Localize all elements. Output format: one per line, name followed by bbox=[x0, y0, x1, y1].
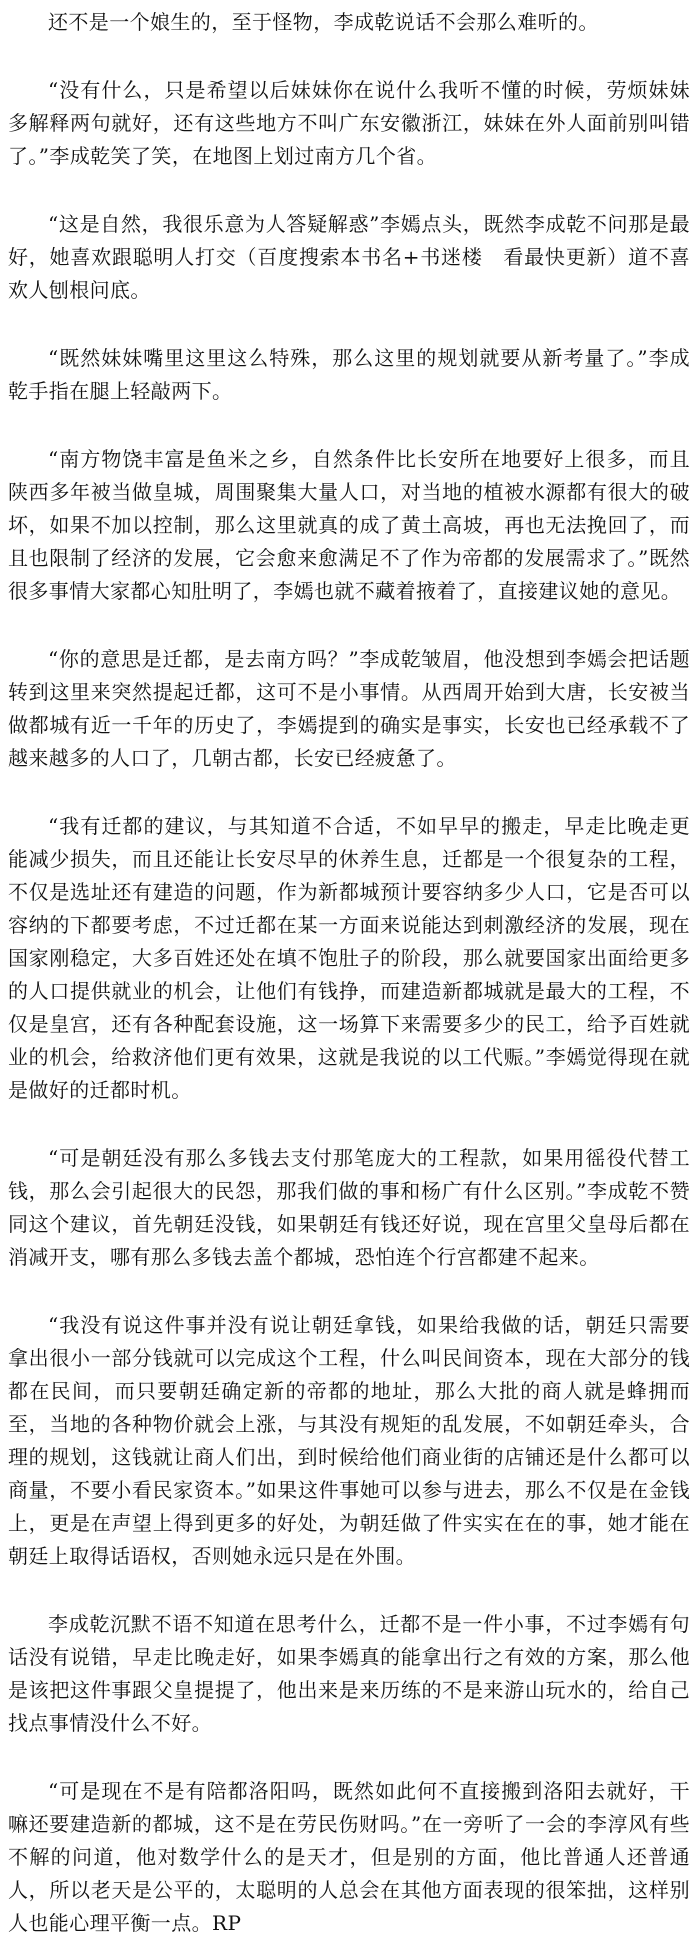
paragraph: “可是朝廷没有那么多钱去支付那笔庞大的工程款，如果用徭役代替工钱，那么会引起很大的民怨，那我们做的事和杨广有什么区别。”李成乾不赞同这个建议，首先朝廷没钱，如果朝廷有钱还好说，现在宫里父皇母后都在消减开支，哪有那么多钱去盖个都城，恐怕连个行宫都建不起来。 bbox=[8, 1146, 690, 1269]
paragraph: 还不是一个娘生的，至于怪物，李成乾说话不会那么难听的。 bbox=[48, 10, 599, 34]
paragraph: “我有迁都的建议，与其知道不合适，不如早早的搬走，早走比晚走更能减少损失，而且还能让长安尽早的休养生息，迁都是一个很复杂的工程，不仅是选址还有建造的问题，作为新都城预计要容纳多少人口，它是否可以容纳的下都要考虑，不过迁都在某一方面来说能达到刺激经济的发展，现在国家刚稳定，大多百姓还处在填不饱肚子的阶段，那么就要国家出面给更多的人口提供就业的机会，让他们有钱挣，而建造新都城就是最大的工程，不仅是皇宫，还有各种配套设施，这一场算下来需要多少的民工，给予百姓就业的机会，给救济他们更有效果，这就是我说的以工代赈。”李嫣觉得现在就是做好的迁都时机。 bbox=[8, 814, 690, 1102]
paragraph: “我没有说这件事并没有说让朝廷拿钱，如果给我做的话，朝廷只需要拿出很小一部分钱就可以完成这个工程，什么叫民间资本，现在大部分的钱都在民间，而只要朝廷确定新的帝都的地址，那么大批的商人就是蜂拥而至，当地的各种物价就会上涨，与其没有规矩的乱发展，不如朝廷牵头，合理的规划，这钱就让商人们出，到时候给他们商业街的店铺还是什么都可以商量，不要小看民家资本。”如果这件事她可以参与进去，那么不仅是在金钱上，更是在声望上得到更多的好处，为朝廷做了件实实在在的事，她才能在朝廷上取得话语权，否则她永远只是在外围。 bbox=[8, 1313, 690, 1568]
paragraph: “没有什么，只是希望以后妹妹你在说什么我听不懂的时候，劳烦妹妹多解释两句就好，还有这些地方不叫广东安徽浙江，妹妹在外人面前别叫错了。”李成乾笑了笑，在地图上划过南方几个省。 bbox=[8, 78, 690, 168]
paragraph: “可是现在不是有陪都洛阳吗，既然如此何不直接搬到洛阳去就好，干嘛还要建造新的都城，这不是在劳民伤财吗。”在一旁听了一会的李淳风有些不解的问道，他对数学什么的是天才，但是别的方面，他比普通人还普通人，所以老天是公平的，太聪明的人总会在其他方面表现的很笨拙，这样别人也能心理平衡一点。RP bbox=[8, 1779, 690, 1935]
paragraph: 李成乾沉默不语不知道在思考什么，迁都不是一件小事，不过李嫣有句话没有说错，早走比晚走好，如果李嫣真的能拿出行之有效的方案，那么他是该把这件事跟父皇提提了，他出来是来历练的不是来游山玩水的，给自己找点事情没什么不好。 bbox=[8, 1612, 690, 1735]
paragraph: “你的意思是迁都，是去南方吗？”李成乾皱眉，他没想到李嫣会把话题转到这里来突然提起迁都，这可不是小事情。从西周开始到大唐，长安被当做都城有近一千年的历史了，李嫣提到的确实是事实，长安也已经承载不了越来越多的人口了，几朝古都，长安已经疲惫了。 bbox=[8, 647, 690, 770]
paragraph: “既然妹妹嘴里这里这么特殊，那么这里的规划就要从新考量了。”李成乾手指在腿上轻敲两下。 bbox=[8, 346, 690, 403]
paragraph: “这是自然，我很乐意为人答疑解惑”李嫣点头，既然李成乾不问那是最好，她喜欢跟聪明人打交（百度搜索本书名+书迷楼 看最快更新）道不喜欢人刨根问底。 bbox=[8, 212, 690, 302]
paragraph: “南方物饶丰富是鱼米之乡，自然条件比长安所在地要好上很多，而且陕西多年被当做皇城，周围聚集大量人口，对当地的植被水源都有很大的破坏，如果不加以控制，那么这里就真的成了黄土高坡，再也无法挽回了，而且也限制了经济的发展，它会愈来愈满足不了作为帝都的发展需求了。”既然很多事情大家都心知肚明了，李嫣也就不藏着掖着了，直接建议她的意见。 bbox=[8, 447, 690, 603]
